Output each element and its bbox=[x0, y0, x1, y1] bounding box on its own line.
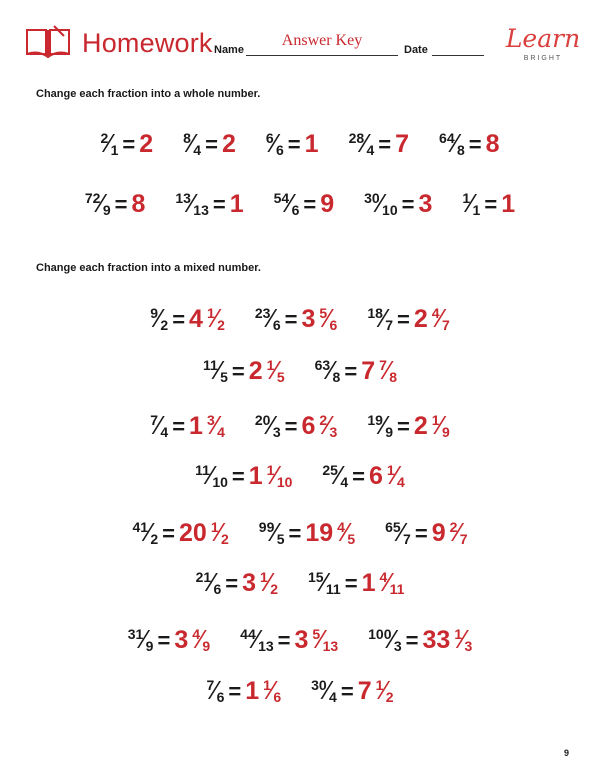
problem-slash: ⁄ bbox=[213, 675, 218, 705]
problem-denominator: 6 bbox=[276, 142, 284, 158]
problem-denominator: 2 bbox=[150, 531, 159, 547]
answer-numerator: 5 bbox=[319, 305, 328, 321]
answer-whole-part: 7 bbox=[361, 357, 376, 385]
answer-denominator: 9 bbox=[202, 638, 211, 654]
answer-mixed bbox=[174, 624, 210, 655]
answer-slash: ⁄ bbox=[456, 517, 461, 547]
problem-denominator: 5 bbox=[220, 369, 228, 385]
problem-numerator: 7 bbox=[150, 412, 159, 428]
answer-numerator: 1 bbox=[386, 462, 395, 478]
answer-whole: 8 bbox=[131, 190, 146, 218]
problem-denominator: 7 bbox=[403, 531, 411, 547]
problem-numerator: 2 bbox=[100, 130, 109, 146]
instruction-whole: Change each fraction into a whole number. bbox=[36, 88, 261, 100]
problem-denominator: 9 bbox=[385, 424, 394, 440]
answer-numerator: 1 bbox=[266, 462, 275, 478]
answer-numerator: 4 bbox=[379, 569, 388, 585]
equals-sign: = bbox=[344, 571, 358, 596]
whole-number-problem bbox=[183, 128, 236, 159]
answer-numerator: 1 bbox=[454, 626, 463, 642]
problem-denominator: 2 bbox=[160, 317, 169, 333]
answer-numerator: 2 bbox=[319, 412, 328, 428]
answer-whole-part: 19 bbox=[305, 519, 334, 547]
problem-numerator: 8 bbox=[183, 130, 191, 146]
name-line bbox=[246, 55, 398, 56]
problem-slash: ⁄ bbox=[147, 517, 152, 547]
problem-row bbox=[0, 410, 600, 441]
mixed-number-problem bbox=[196, 567, 278, 598]
answer-mixed bbox=[179, 517, 229, 548]
answer-denominator: 2 bbox=[270, 581, 278, 597]
learn-bright-logo bbox=[504, 22, 584, 68]
answer-numerator: 1 bbox=[206, 305, 215, 321]
problem-numerator: 11 bbox=[195, 462, 210, 478]
answer-denominator: 9 bbox=[441, 424, 450, 440]
instruction-mixed: Change each fraction into a mixed number. bbox=[36, 262, 261, 274]
answer-mixed bbox=[189, 410, 225, 441]
answer-denominator: 10 bbox=[276, 474, 293, 490]
problem-numerator: 20 bbox=[254, 412, 271, 428]
equals-sign: = bbox=[284, 307, 298, 332]
equals-sign: = bbox=[284, 414, 298, 439]
whole-number-problem bbox=[175, 188, 243, 219]
problem-denominator: 1 bbox=[472, 202, 481, 218]
answer-whole-part: 2 bbox=[248, 357, 263, 385]
answer-slash: ⁄ bbox=[382, 675, 387, 705]
equals-sign: = bbox=[352, 464, 365, 489]
answer-numerator: 3 bbox=[206, 412, 215, 428]
answer-slash: ⁄ bbox=[273, 355, 278, 385]
logo-word: Learn bbox=[505, 24, 581, 53]
problem-slash: ⁄ bbox=[269, 303, 274, 333]
whole-number-problem bbox=[266, 128, 319, 159]
equals-sign: = bbox=[484, 192, 498, 217]
answer-slash: ⁄ bbox=[438, 410, 443, 440]
answer-numerator: 4 bbox=[431, 305, 440, 321]
mixed-number-problem bbox=[150, 410, 225, 441]
answer-denominator: 2 bbox=[385, 689, 394, 705]
answer-whole-part: 6 bbox=[368, 462, 383, 490]
problem-denominator: 10 bbox=[212, 474, 228, 490]
problem-denominator: 13 bbox=[193, 202, 209, 218]
mixed-number-problem bbox=[150, 303, 225, 334]
answer-whole-part: 3 bbox=[294, 626, 309, 654]
answer-denominator: 7 bbox=[441, 317, 450, 333]
page-number: 9 bbox=[564, 748, 570, 758]
mixed-number-problem bbox=[259, 517, 355, 548]
answer-slash: ⁄ bbox=[393, 460, 399, 490]
answer-slash: ⁄ bbox=[269, 675, 275, 705]
answer-slash: ⁄ bbox=[213, 410, 219, 440]
problem-slash: ⁄ bbox=[189, 188, 195, 218]
mixed-number-problem bbox=[367, 303, 449, 334]
problem-numerator: 11 bbox=[202, 357, 218, 373]
equals-sign: = bbox=[172, 414, 186, 439]
answer-whole-part: 1 bbox=[248, 462, 263, 490]
problem-numerator: 65 bbox=[385, 519, 401, 535]
answer-mixed bbox=[189, 303, 225, 334]
answer-numerator: 1 bbox=[375, 677, 384, 693]
equals-sign: = bbox=[397, 307, 410, 332]
answer-denominator: 13 bbox=[322, 638, 339, 654]
answer-slash: ⁄ bbox=[266, 567, 272, 597]
answer-mixed bbox=[369, 460, 405, 491]
mixed-number-problem bbox=[128, 624, 210, 655]
mixed-number-problem bbox=[132, 517, 228, 548]
problem-numerator: 30 bbox=[364, 190, 380, 206]
mixed-number-problem bbox=[385, 517, 467, 548]
whole-number-problem bbox=[100, 128, 153, 159]
problem-denominator: 4 bbox=[193, 142, 202, 158]
answer-whole-part: 2 bbox=[413, 305, 428, 333]
problem-slash: ⁄ bbox=[390, 624, 395, 654]
equals-sign: = bbox=[162, 521, 176, 546]
answer-slash: ⁄ bbox=[438, 303, 443, 333]
answer-mixed bbox=[362, 567, 405, 598]
whole-number-problem bbox=[462, 188, 515, 219]
logo-sub: BRIGHT bbox=[523, 55, 563, 62]
problem-slash: ⁄ bbox=[210, 567, 215, 597]
answer-whole-part: 3 bbox=[242, 569, 257, 597]
answer-slash: ⁄ bbox=[326, 410, 331, 440]
problem-slash: ⁄ bbox=[142, 624, 147, 654]
answer-numerator: 1 bbox=[260, 569, 268, 585]
problem-row bbox=[0, 188, 600, 219]
problem-row bbox=[0, 624, 600, 655]
answer-numerator: 5 bbox=[312, 626, 321, 642]
answer-whole-part: 1 bbox=[189, 412, 203, 440]
answer-mixed bbox=[249, 355, 285, 386]
answer-whole: 1 bbox=[229, 190, 244, 218]
equals-sign: = bbox=[277, 628, 291, 653]
answer-slash: ⁄ bbox=[217, 517, 222, 547]
problem-denominator: 3 bbox=[393, 638, 402, 654]
date-line bbox=[432, 55, 484, 56]
answer-denominator: 5 bbox=[276, 369, 285, 385]
problem-denominator: 4 bbox=[329, 689, 337, 705]
answer-denominator: 8 bbox=[389, 369, 398, 385]
equals-sign: = bbox=[468, 132, 482, 157]
answer-slash: ⁄ bbox=[385, 355, 391, 385]
answer-mixed bbox=[361, 355, 397, 386]
answer-whole-part: 1 bbox=[245, 677, 260, 705]
equals-sign: = bbox=[231, 359, 245, 384]
answer-whole-part: 2 bbox=[413, 412, 428, 440]
open-book-icon bbox=[24, 24, 72, 60]
equals-sign: = bbox=[114, 192, 128, 217]
answer-whole: 7 bbox=[395, 130, 410, 158]
answer-slash: ⁄ bbox=[213, 303, 219, 333]
answer-whole-part: 33 bbox=[422, 626, 451, 654]
answer-denominator: 11 bbox=[389, 581, 405, 597]
problem-slash: ⁄ bbox=[363, 128, 368, 158]
problem-denominator: 8 bbox=[456, 142, 465, 158]
problem-denominator: 7 bbox=[385, 317, 394, 333]
answer-slash: ⁄ bbox=[326, 303, 331, 333]
problem-slash: ⁄ bbox=[378, 188, 384, 218]
problem-numerator: 31 bbox=[127, 626, 144, 642]
problem-numerator: 28 bbox=[348, 130, 365, 146]
mixed-number-problem bbox=[315, 355, 397, 386]
problem-numerator: 25 bbox=[322, 462, 338, 478]
problem-slash: ⁄ bbox=[381, 303, 387, 333]
answer-denominator: 4 bbox=[397, 474, 405, 490]
problem-denominator: 3 bbox=[272, 424, 281, 440]
problem-denominator: 6 bbox=[213, 581, 222, 597]
answer-mixed bbox=[358, 675, 394, 706]
problem-row bbox=[0, 128, 600, 159]
answer-mixed bbox=[295, 624, 339, 655]
problem-denominator: 9 bbox=[145, 638, 154, 654]
problem-numerator: 6 bbox=[265, 130, 274, 146]
problem-slash: ⁄ bbox=[469, 188, 474, 218]
answer-whole-part: 1 bbox=[361, 569, 376, 597]
problem-slash: ⁄ bbox=[322, 567, 327, 597]
answer-slash: ⁄ bbox=[199, 624, 204, 654]
equals-sign: = bbox=[344, 359, 358, 384]
equals-sign: = bbox=[405, 628, 419, 653]
problem-slash: ⁄ bbox=[157, 410, 162, 440]
equals-sign: = bbox=[157, 628, 171, 653]
problem-slash: ⁄ bbox=[107, 128, 112, 158]
date-label: Date bbox=[404, 44, 428, 56]
answer-numerator: 1 bbox=[266, 357, 275, 373]
mixed-number-problem bbox=[308, 567, 404, 598]
answer-whole-part: 6 bbox=[301, 412, 316, 440]
problem-denominator: 11 bbox=[325, 581, 341, 597]
equals-sign: = bbox=[225, 571, 239, 596]
problem-numerator: 72 bbox=[84, 190, 101, 206]
answer-slash: ⁄ bbox=[461, 624, 466, 654]
problem-numerator: 54 bbox=[273, 190, 290, 206]
answer-whole: 8 bbox=[485, 130, 500, 158]
answer-numerator: 1 bbox=[210, 519, 219, 535]
answer-numerator: 4 bbox=[337, 519, 345, 535]
answer-whole-part: 3 bbox=[174, 626, 189, 654]
answer-whole-part: 7 bbox=[357, 677, 372, 705]
name-value: Answer Key bbox=[281, 32, 363, 49]
problem-slash: ⁄ bbox=[208, 460, 214, 490]
problem-numerator: 15 bbox=[307, 569, 324, 585]
answer-denominator: 2 bbox=[217, 317, 225, 333]
answer-whole: 2 bbox=[221, 130, 236, 158]
mixed-number-problem bbox=[203, 355, 285, 386]
problem-slash: ⁄ bbox=[453, 128, 458, 158]
problem-denominator: 13 bbox=[258, 638, 274, 654]
problem-slash: ⁄ bbox=[254, 624, 260, 654]
problem-numerator: 30 bbox=[311, 677, 327, 693]
brand-title: Homework bbox=[82, 28, 213, 58]
equals-sign: = bbox=[287, 132, 301, 157]
answer-mixed bbox=[301, 410, 337, 441]
answer-whole-part: 4 bbox=[189, 305, 203, 333]
problem-denominator: 9 bbox=[102, 202, 111, 218]
answer-slash: ⁄ bbox=[386, 567, 391, 597]
answer-mixed bbox=[249, 460, 293, 491]
equals-sign: = bbox=[288, 521, 302, 546]
equals-sign: = bbox=[414, 521, 428, 546]
problem-numerator: 63 bbox=[314, 357, 331, 373]
answer-denominator: 3 bbox=[464, 638, 473, 654]
whole-number-problem bbox=[274, 188, 334, 219]
problem-slash: ⁄ bbox=[325, 675, 331, 705]
problem-denominator: 6 bbox=[272, 317, 281, 333]
problem-denominator: 4 bbox=[160, 424, 169, 440]
problem-numerator: 13 bbox=[175, 190, 191, 206]
answer-mixed bbox=[242, 567, 278, 598]
problem-row bbox=[0, 675, 600, 706]
answer-whole-part: 20 bbox=[179, 519, 207, 547]
problem-slash: ⁄ bbox=[381, 410, 387, 440]
equals-sign: = bbox=[228, 679, 242, 704]
problem-denominator: 6 bbox=[291, 202, 300, 218]
problem-denominator: 6 bbox=[216, 689, 225, 705]
problem-slash: ⁄ bbox=[157, 303, 162, 333]
name-label: Name bbox=[214, 44, 244, 56]
worksheet-header bbox=[24, 22, 584, 72]
answer-whole-part: 9 bbox=[431, 519, 446, 547]
answer-mixed bbox=[414, 303, 450, 334]
equals-sign: = bbox=[212, 192, 226, 217]
answer-numerator: 1 bbox=[431, 412, 440, 428]
problem-numerator: 44 bbox=[240, 626, 256, 642]
problem-slash: ⁄ bbox=[269, 410, 274, 440]
answer-numerator: 7 bbox=[379, 357, 387, 373]
problem-denominator: 5 bbox=[276, 531, 285, 547]
equals-sign: = bbox=[122, 132, 136, 157]
problem-denominator: 8 bbox=[332, 369, 341, 385]
problem-slash: ⁄ bbox=[273, 517, 278, 547]
answer-denominator: 4 bbox=[217, 424, 225, 440]
problem-numerator: 19 bbox=[367, 412, 383, 428]
problem-row bbox=[0, 517, 600, 548]
answer-denominator: 2 bbox=[220, 531, 229, 547]
answer-mixed bbox=[245, 675, 281, 706]
answer-slash: ⁄ bbox=[319, 624, 324, 654]
answer-denominator: 6 bbox=[329, 317, 338, 333]
answer-mixed bbox=[423, 624, 473, 655]
answer-mixed bbox=[301, 303, 337, 334]
answer-whole: 3 bbox=[418, 190, 433, 218]
problem-numerator: 1 bbox=[462, 190, 471, 206]
mixed-number-problem bbox=[240, 624, 338, 655]
equals-sign: = bbox=[340, 679, 354, 704]
mixed-number-problem bbox=[322, 460, 404, 491]
whole-number-problem bbox=[349, 128, 409, 159]
mixed-number-problem bbox=[255, 410, 337, 441]
problem-slash: ⁄ bbox=[99, 188, 104, 218]
answer-whole: 2 bbox=[139, 130, 154, 158]
problem-row bbox=[0, 567, 600, 598]
answer-whole: 1 bbox=[501, 190, 516, 218]
answer-mixed bbox=[305, 517, 355, 548]
answer-whole: 9 bbox=[320, 190, 335, 218]
equals-sign: = bbox=[401, 192, 415, 217]
problem-denominator: 1 bbox=[110, 142, 119, 158]
problem-denominator: 10 bbox=[382, 202, 398, 218]
problem-slash: ⁄ bbox=[288, 188, 293, 218]
problem-denominator: 4 bbox=[340, 474, 349, 490]
equals-sign: = bbox=[378, 132, 392, 157]
answer-denominator: 6 bbox=[273, 689, 282, 705]
problem-numerator: 9 bbox=[150, 305, 159, 321]
whole-number-problem bbox=[439, 128, 499, 159]
problem-row bbox=[0, 355, 600, 386]
problem-slash: ⁄ bbox=[272, 128, 277, 158]
mixed-number-problem bbox=[368, 624, 472, 655]
problem-numerator: 41 bbox=[132, 519, 149, 535]
problem-numerator: 64 bbox=[439, 130, 455, 146]
answer-slash: ⁄ bbox=[273, 460, 278, 490]
problem-numerator: 18 bbox=[367, 305, 383, 321]
problem-slash: ⁄ bbox=[216, 355, 222, 385]
answer-numerator: 4 bbox=[192, 626, 201, 642]
problem-numerator: 21 bbox=[195, 569, 212, 585]
answer-whole-part: 3 bbox=[301, 305, 316, 333]
mixed-number-problem bbox=[195, 460, 292, 491]
problem-numerator: 7 bbox=[206, 677, 215, 693]
answer-numerator: 2 bbox=[449, 519, 458, 535]
problem-row bbox=[0, 303, 600, 334]
equals-sign: = bbox=[172, 307, 186, 332]
equals-sign: = bbox=[231, 464, 245, 489]
mixed-number-problem bbox=[311, 675, 393, 706]
problem-row bbox=[0, 460, 600, 491]
mixed-number-problem bbox=[206, 675, 281, 706]
answer-numerator: 1 bbox=[263, 677, 271, 693]
answer-mixed bbox=[414, 410, 450, 441]
problem-numerator: 100 bbox=[368, 626, 392, 642]
problem-slash: ⁄ bbox=[336, 460, 342, 490]
problem-slash: ⁄ bbox=[189, 128, 195, 158]
answer-denominator: 7 bbox=[459, 531, 468, 547]
equals-sign: = bbox=[303, 192, 317, 217]
mixed-number-problem bbox=[367, 410, 449, 441]
problem-slash: ⁄ bbox=[399, 517, 405, 547]
whole-number-problem bbox=[364, 188, 432, 219]
answer-slash: ⁄ bbox=[343, 517, 349, 547]
equals-sign: = bbox=[397, 414, 410, 439]
problem-numerator: 23 bbox=[254, 305, 271, 321]
mixed-number-problem bbox=[255, 303, 337, 334]
answer-denominator: 3 bbox=[329, 424, 338, 440]
answer-denominator: 5 bbox=[347, 531, 356, 547]
answer-mixed bbox=[432, 517, 468, 548]
equals-sign: = bbox=[205, 132, 218, 157]
answer-whole: 1 bbox=[304, 130, 319, 158]
whole-number-problem bbox=[85, 188, 145, 219]
problem-slash: ⁄ bbox=[329, 355, 334, 385]
problem-denominator: 4 bbox=[366, 142, 375, 158]
problem-numerator: 99 bbox=[258, 519, 275, 535]
